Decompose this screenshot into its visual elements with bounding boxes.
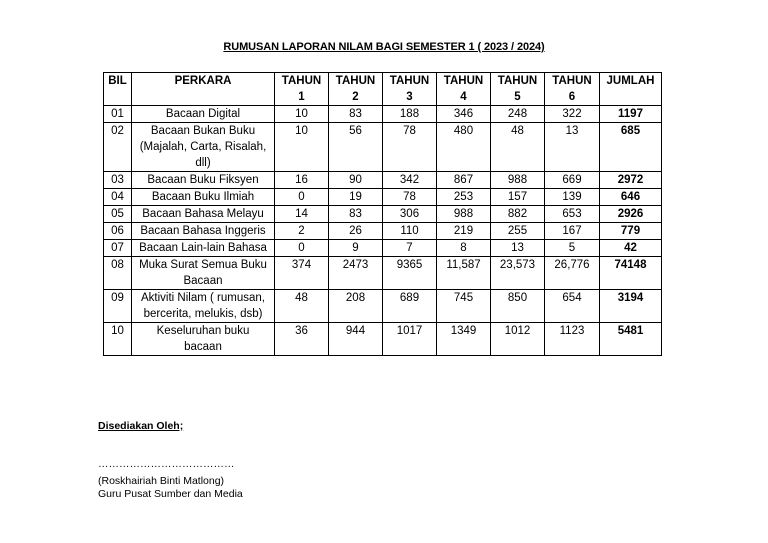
- table-row: [104, 189, 662, 206]
- cell-tahun-5: 850: [491, 290, 545, 323]
- cell-tahun-5: 23,573: [491, 257, 545, 290]
- cell-tahun-4: 745: [437, 290, 491, 323]
- cell-bil: 07: [104, 240, 132, 257]
- header-tahun-6: TAHUN 6: [545, 73, 600, 106]
- cell-jumlah: 42: [600, 240, 662, 257]
- cell-jumlah: 646: [600, 189, 662, 206]
- cell-tahun-6: 1123: [545, 323, 600, 356]
- cell-tahun-5: 48: [491, 123, 545, 172]
- cell-tahun-5: 255: [491, 223, 545, 240]
- header-tahun-1: TAHUN 1: [275, 73, 329, 106]
- header-perkara: PERKARA: [132, 73, 275, 106]
- cell-tahun-6: 653: [545, 206, 600, 223]
- cell-tahun-1: 16: [275, 172, 329, 189]
- cell-tahun-5: 157: [491, 189, 545, 206]
- table-row: [104, 290, 662, 323]
- header-tahun-2: TAHUN 2: [329, 73, 383, 106]
- cell-tahun-3: 9365: [383, 257, 437, 290]
- prepared-by-label: Disediakan Oleh;: [98, 420, 184, 432]
- cell-tahun-4: 867: [437, 172, 491, 189]
- cell-tahun-2: 90: [329, 172, 383, 189]
- cell-tahun-2: 83: [329, 106, 383, 123]
- cell-tahun-3: 306: [383, 206, 437, 223]
- cell-tahun-5: 988: [491, 172, 545, 189]
- cell-tahun-3: 7: [383, 240, 437, 257]
- cell-tahun-2: 19: [329, 189, 383, 206]
- table-row: [104, 123, 662, 172]
- table-row: [104, 223, 662, 240]
- cell-tahun-2: 944: [329, 323, 383, 356]
- cell-tahun-1: 36: [275, 323, 329, 356]
- cell-tahun-5: 13: [491, 240, 545, 257]
- cell-bil: 10: [104, 323, 132, 356]
- cell-tahun-2: 208: [329, 290, 383, 323]
- cell-tahun-1: 2: [275, 223, 329, 240]
- cell-tahun-1: 0: [275, 189, 329, 206]
- cell-jumlah: 779: [600, 223, 662, 240]
- cell-tahun-2: 56: [329, 123, 383, 172]
- cell-jumlah: 2972: [600, 172, 662, 189]
- cell-tahun-4: 219: [437, 223, 491, 240]
- cell-bil: 03: [104, 172, 132, 189]
- cell-jumlah: 685: [600, 123, 662, 172]
- cell-tahun-1: 10: [275, 106, 329, 123]
- cell-perkara: Muka Surat Semua Buku Bacaan: [132, 257, 275, 290]
- table-row: [104, 257, 662, 290]
- cell-perkara: Bacaan Digital: [132, 106, 275, 123]
- cell-tahun-4: 8: [437, 240, 491, 257]
- cell-tahun-5: 248: [491, 106, 545, 123]
- cell-tahun-2: 9: [329, 240, 383, 257]
- cell-tahun-1: 10: [275, 123, 329, 172]
- cell-perkara: Bacaan Lain-lain Bahasa: [132, 240, 275, 257]
- table-row: [104, 206, 662, 223]
- cell-perkara: Bacaan Bahasa Inggeris: [132, 223, 275, 240]
- cell-tahun-4: 988: [437, 206, 491, 223]
- cell-tahun-6: 139: [545, 189, 600, 206]
- cell-tahun-6: 167: [545, 223, 600, 240]
- cell-tahun-3: 78: [383, 123, 437, 172]
- cell-jumlah: 5481: [600, 323, 662, 356]
- cell-jumlah: 1197: [600, 106, 662, 123]
- cell-perkara: Keseluruhan buku bacaan: [132, 323, 275, 356]
- cell-tahun-3: 78: [383, 189, 437, 206]
- cell-bil: 09: [104, 290, 132, 323]
- cell-tahun-4: 480: [437, 123, 491, 172]
- page-title: RUMUSAN LAPORAN NILAM BAGI SEMESTER 1 ( 2023 / 2024): [223, 41, 545, 53]
- cell-tahun-4: 253: [437, 189, 491, 206]
- cell-tahun-1: 0: [275, 240, 329, 257]
- header-jumlah: JUMLAH: [600, 73, 662, 106]
- cell-tahun-6: 654: [545, 290, 600, 323]
- cell-tahun-6: 5: [545, 240, 600, 257]
- cell-bil: 08: [104, 257, 132, 290]
- cell-tahun-2: 26: [329, 223, 383, 240]
- cell-perkara: Bacaan Buku Ilmiah: [132, 189, 275, 206]
- table-row: [104, 172, 662, 189]
- cell-tahun-3: 689: [383, 290, 437, 323]
- cell-tahun-6: 669: [545, 172, 600, 189]
- cell-perkara: Aktiviti Nilam ( rumusan, bercerita, melukis, dsb): [132, 290, 275, 323]
- cell-tahun-3: 188: [383, 106, 437, 123]
- cell-jumlah: 3194: [600, 290, 662, 323]
- header-tahun-3: TAHUN 3: [383, 73, 437, 106]
- header-bil: BIL: [104, 73, 132, 106]
- cell-tahun-1: 374: [275, 257, 329, 290]
- header-tahun-5: TAHUN 5: [491, 73, 545, 106]
- cell-bil: 06: [104, 223, 132, 240]
- report-table: [103, 72, 662, 356]
- table-row: [104, 240, 662, 257]
- cell-tahun-3: 1017: [383, 323, 437, 356]
- cell-tahun-1: 48: [275, 290, 329, 323]
- cell-tahun-1: 14: [275, 206, 329, 223]
- cell-tahun-6: 322: [545, 106, 600, 123]
- cell-tahun-4: 346: [437, 106, 491, 123]
- cell-perkara: Bacaan Bahasa Melayu: [132, 206, 275, 223]
- header-tahun-4: TAHUN 4: [437, 73, 491, 106]
- cell-tahun-5: 1012: [491, 323, 545, 356]
- cell-bil: 05: [104, 206, 132, 223]
- cell-tahun-6: 26,776: [545, 257, 600, 290]
- cell-tahun-3: 342: [383, 172, 437, 189]
- signature-line: …………………………………: [98, 458, 235, 470]
- cell-bil: 04: [104, 189, 132, 206]
- cell-bil: 02: [104, 123, 132, 172]
- header-row: [104, 73, 662, 106]
- preparer-name: (Roskhairiah Binti Matlong): [98, 475, 225, 487]
- cell-jumlah: 2926: [600, 206, 662, 223]
- cell-tahun-3: 110: [383, 223, 437, 240]
- cell-bil: 01: [104, 106, 132, 123]
- table-row: [104, 323, 662, 356]
- cell-tahun-5: 882: [491, 206, 545, 223]
- table-row: [104, 106, 662, 123]
- cell-tahun-2: 83: [329, 206, 383, 223]
- cell-tahun-4: 1349: [437, 323, 491, 356]
- cell-perkara: Bacaan Bukan Buku (Majalah, Carta, Risalah, dll): [132, 123, 275, 172]
- cell-jumlah: 74148: [600, 257, 662, 290]
- cell-tahun-4: 11,587: [437, 257, 491, 290]
- preparer-role: Guru Pusat Sumber dan Media: [98, 488, 243, 500]
- cell-tahun-6: 13: [545, 123, 600, 172]
- cell-perkara: Bacaan Buku Fiksyen: [132, 172, 275, 189]
- cell-tahun-2: 2473: [329, 257, 383, 290]
